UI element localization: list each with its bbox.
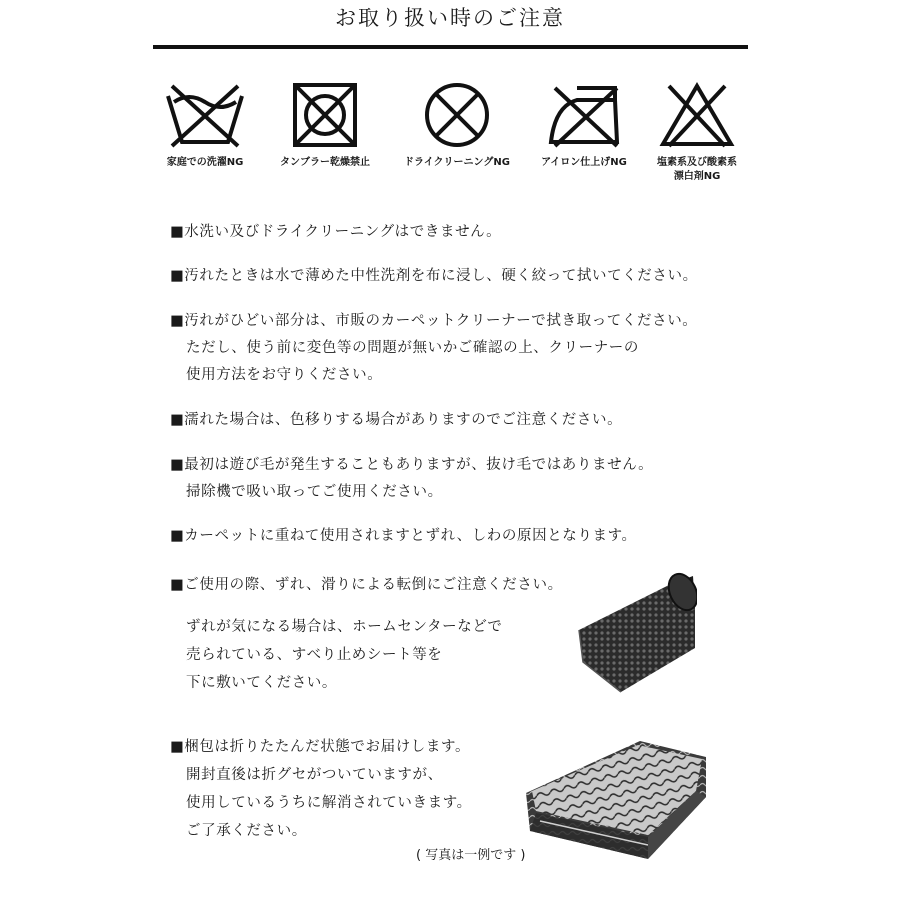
note-stain-wipe: ■汚れたときは水で薄めた中性洗剤を布に浸し、硬く絞って拭いてください。: [170, 268, 698, 284]
folded-rug-photo: [520, 733, 710, 867]
bleach-crossed-icon: [659, 80, 735, 150]
note-slip: ■ご使用の際、ずれ、滑りによる転倒にご注意ください。: [170, 577, 563, 593]
iron-crossed-icon: [547, 80, 621, 150]
note-loose-fibers: ■最初は遊び毛が発生することもありますが、抜け毛ではありません。 掃除機で吸い取ってご使用ください。: [170, 457, 654, 500]
note-no-washing: ■水洗い及びドライクリーニングはできません。: [170, 224, 502, 240]
care-symbol-home-wash: [150, 80, 260, 170]
care-symbol-bleach: [642, 80, 752, 184]
care-label: 家庭での洗濯NG: [166, 157, 244, 168]
tumble-dry-crossed-icon: [290, 80, 360, 150]
dry-clean-crossed-icon: [422, 80, 492, 150]
care-symbol-dry-clean: [402, 80, 512, 170]
photo-caption: ( 写真は一例です ): [416, 848, 526, 863]
title-divider: [153, 45, 748, 49]
anti-slip-mat-photo: [575, 570, 697, 698]
note-packaging: ■梱包は折りたたんだ状態でお届けします。 開封直後は折グセがついていますが、 使用しているうちに解消されていきます。 ご了承ください。: [170, 739, 472, 839]
note-wet: ■濡れた場合は、色移りする場合がありますのでご注意ください。: [170, 412, 623, 428]
note-anti-slip-sheet: ずれが気になる場合は、ホームセンターなどで 売られている、すべり止めシート等を 下に敷いてください。: [186, 619, 503, 691]
wash-tub-crossed-icon: [162, 80, 248, 150]
care-symbol-iron: [529, 80, 639, 170]
note-heavy-stain: ■汚れがひどい部分は、市販のカーペットクリーナーで拭き取ってください。 ただし、使う前に変色等の問題が無いかご確認の上、クリーナーの 使用方法をお守りください。: [170, 313, 698, 383]
care-label: タンブラー乾燥禁止: [280, 157, 370, 168]
care-label: ドライクリーニングNG: [404, 157, 510, 168]
note-layering: ■カーペットに重ねて使用されますとずれ、しわの原因となります。: [170, 528, 637, 544]
page-title: お取り扱い時のご注意: [335, 6, 565, 30]
care-label: 塩素系及び酸素系 漂白剤NG: [657, 157, 737, 182]
care-symbol-tumble-dry: [270, 80, 380, 170]
care-label: アイロン仕上げNG: [541, 157, 627, 168]
